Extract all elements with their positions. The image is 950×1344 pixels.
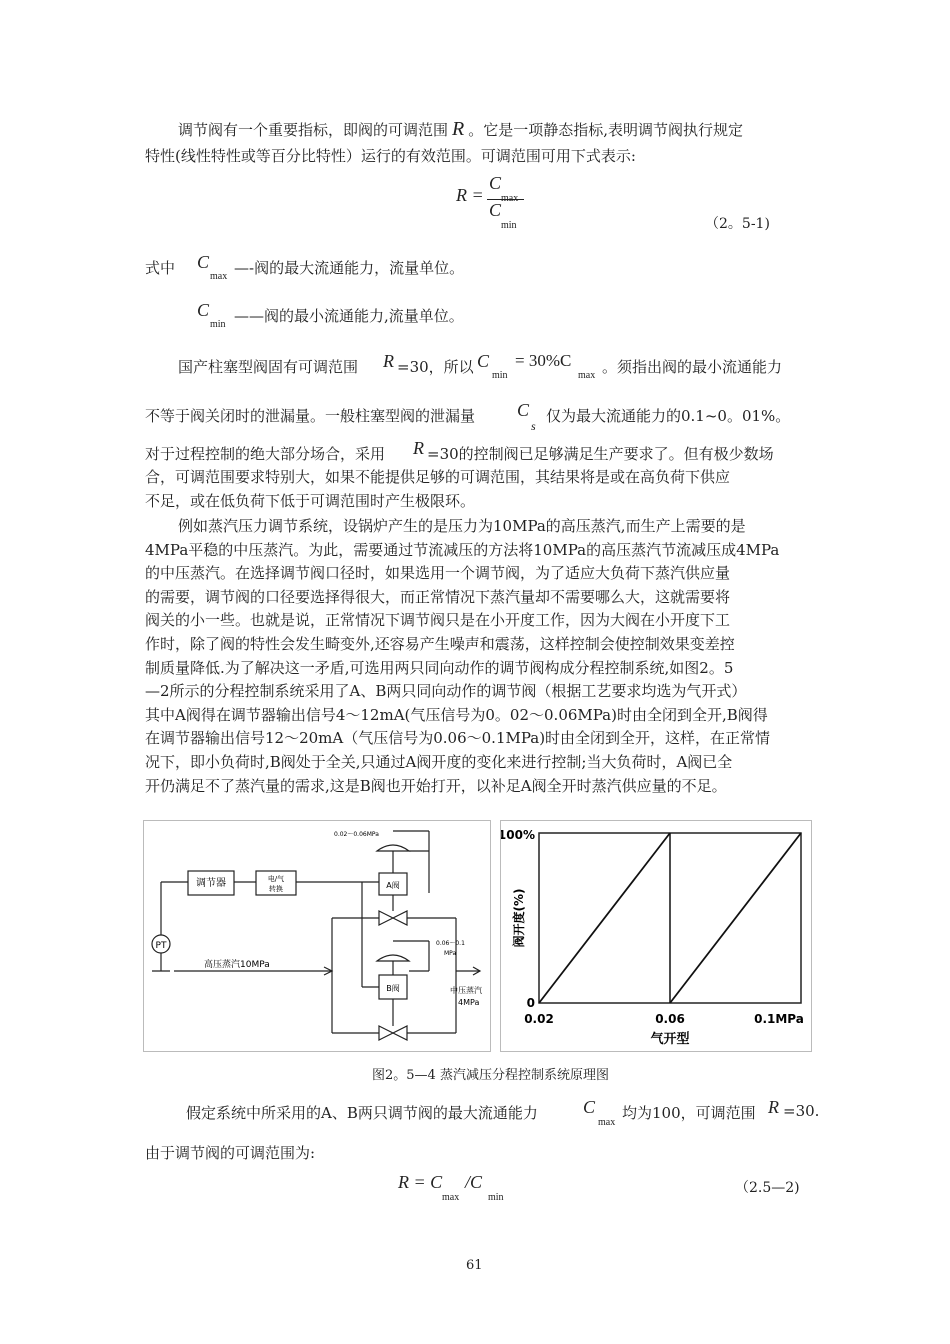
para5-b: 均为100，可调范围 bbox=[622, 1104, 756, 1122]
x-tick-0-02: 0.02 bbox=[524, 1012, 554, 1026]
y-tick-0: 0 bbox=[526, 996, 535, 1010]
para4-line: 4MPa平稳的中压蒸汽。为此，需要通过节流减压的方法将10MPa的高压蒸汽节流减压成4MPa bbox=[145, 540, 780, 559]
signal-b-label-1: 0.06～0.1 bbox=[436, 940, 465, 947]
para3-a: 对于过程控制的绝大部分场合，采用 bbox=[145, 445, 386, 463]
converter-label-1: 电/气 bbox=[267, 875, 285, 883]
valve-opening-chart bbox=[500, 820, 812, 1052]
page-number: 61 bbox=[466, 1258, 483, 1273]
x-tick-0-1: 0.1MPa bbox=[754, 1012, 804, 1026]
mp-steam-label-2: 4MPa bbox=[458, 998, 480, 1007]
hp-steam-label: 高压蒸汽10MPa bbox=[204, 960, 270, 970]
para4-line: 在调节器输出信号12～20mA（气压信号为0.06～0.1MPa)时由全闭到全开，这样，在正常情 bbox=[145, 729, 771, 748]
para4-line: 制质量降低.为了解决这一矛盾,可选用两只同向动作的调节阀构成分程控制系统,如图2。5 bbox=[145, 658, 734, 677]
symbol-R: R bbox=[452, 118, 465, 140]
para2-R: R bbox=[383, 351, 394, 371]
para1-text-a: 调节阀有一个重要指标，即阀的可调范围 bbox=[178, 121, 449, 139]
process-diagram-svg bbox=[144, 821, 490, 1051]
para2-c: 。须指出阀的最小流通能力 bbox=[602, 358, 783, 376]
mp-steam-label-1: 中压蒸汽 bbox=[450, 986, 482, 995]
para4-line: 作时，除了阀的特性会发生畸变外,还容易产生噪声和震荡，这样控制会使控制效果变差控 bbox=[145, 634, 735, 653]
para3-line: 合，可调范围要求特别大，如果不能提供足够的可调范围，其结果将是或在高负荷下供应 bbox=[145, 468, 731, 486]
pt-label: PT bbox=[155, 941, 167, 951]
para2-b: =30，所以 bbox=[397, 358, 474, 376]
para3-R: R bbox=[413, 438, 424, 458]
valve-a-label: A阀 bbox=[386, 881, 400, 890]
series-line-b bbox=[670, 833, 801, 1003]
para4-line: —2所示的分程控制系统采用了A、B两只同向动作的调节阀（根据工艺要求均选为气开式） bbox=[145, 682, 747, 701]
para3-rest bbox=[145, 466, 810, 513]
eq1-numerator: C bbox=[489, 173, 502, 193]
eq1-denominator: C bbox=[489, 200, 502, 220]
para4 bbox=[145, 515, 810, 798]
defs-C1: C bbox=[197, 252, 210, 272]
defs-sub1: max bbox=[210, 271, 228, 282]
defs-prefix: 式中 bbox=[145, 259, 176, 277]
para5-R: R bbox=[768, 1097, 779, 1117]
para4-line: 例如蒸汽压力调节系统，设锅炉产生的是压力为10MPa的高压蒸汽,而生产上需要的是 bbox=[178, 517, 746, 535]
para2-eq: = 30%C bbox=[515, 351, 572, 370]
eq2-sub2: min bbox=[488, 1192, 504, 1203]
eq2-lhs: R = C bbox=[398, 1172, 443, 1192]
para2-sub1: min bbox=[492, 370, 508, 381]
defs-text1: —-阀的最大流通能力，流量单位。 bbox=[234, 259, 465, 277]
para2-e: 仅为最大流通能力的0.1~0。01%。 bbox=[546, 407, 791, 425]
defs-C2: C bbox=[197, 300, 210, 320]
converter-label-2: 转换 bbox=[269, 885, 283, 893]
defs-sub2: min bbox=[210, 319, 226, 330]
x-axis-label: 气开型 bbox=[650, 1032, 690, 1047]
signal-a-label: 0.02～0.06MPa bbox=[334, 831, 379, 838]
para5-line2: 由于调节阀的可调范围为: bbox=[145, 1144, 316, 1162]
process-diagram bbox=[143, 820, 491, 1052]
para2-C1: C bbox=[477, 351, 490, 371]
para4-line: 的需要，调节阀的口径要选择得很大，而正常情况下蒸汽量却不需要哪么大，这就需要将 bbox=[145, 587, 731, 606]
para2-Cs: C bbox=[517, 400, 530, 420]
eq1-numerator-sub: max bbox=[501, 193, 519, 204]
para2-d: 不等于阀关闭时的泄漏量。一般柱塞型阀的泄漏量 bbox=[145, 407, 476, 425]
para4-line: 阀关的小一些。也就是说，正常情况下调节阀只是在小开度工作，因为大阀在小开度下工 bbox=[145, 611, 731, 630]
figure-caption: 图2。5—4 蒸汽减压分程控制系统原理图 bbox=[372, 1068, 609, 1083]
eq1-lhs: R = bbox=[456, 185, 484, 205]
para4-line: 的中压蒸汽。在选择调节阀口径时，如果选用一个调节阀，为了适应大负荷下蒸汽供应量 bbox=[145, 564, 731, 583]
series-line-a bbox=[539, 833, 670, 1003]
para4-line: 其中A阀得在调节器输出信号4～12mA(气压信号为0。02～0.06MPa)时由全闭到全开,B阀得 bbox=[145, 705, 768, 724]
eq2-slash: /C bbox=[465, 1172, 483, 1192]
para1-line2: 特性(线性特性或等百分比特性）运行的有效范围。可调范围可用下式表示: bbox=[145, 147, 636, 165]
controller-label: 调节器 bbox=[196, 878, 226, 889]
para5-a: 假定系统中所采用的A、B两只调节阀的最大流通能力 bbox=[186, 1104, 538, 1122]
x-tick-0-06: 0.06 bbox=[655, 1012, 685, 1026]
signal-b-label-2: MPa bbox=[444, 950, 457, 957]
para2-Cs-sub: s bbox=[531, 419, 536, 433]
para2-a: 国产柱塞型阀固有可调范围 bbox=[178, 358, 359, 376]
eq2-sub1: max bbox=[442, 1192, 460, 1203]
para5-sub: max bbox=[598, 1117, 616, 1128]
para1-line1 bbox=[178, 118, 743, 141]
eq1-denominator-sub: min bbox=[501, 220, 517, 231]
valve-b-label: B阀 bbox=[386, 984, 400, 993]
chart-svg bbox=[501, 821, 811, 1051]
para3-b: =30的控制阀已足够满足生产要求了。但有极少数场 bbox=[427, 445, 774, 463]
para3-line: 不足，或在低负荷下低于可调范围时产生极限环。 bbox=[145, 491, 476, 510]
eq1-number: （2。5-1) bbox=[705, 216, 770, 232]
y-tick-100: 100% bbox=[501, 828, 535, 842]
eq2-number: （2.5—2) bbox=[735, 1180, 800, 1196]
para5-C: C bbox=[583, 1097, 596, 1117]
para2-sub2: max bbox=[578, 370, 596, 381]
y-axis-label: 阀开度(%) bbox=[512, 888, 526, 948]
para4-line: 开仍满足不了蒸汽量的需求,这是B阀也开始打开，以补足A阀全开时蒸汽供应量的不足。 bbox=[145, 776, 727, 795]
para5-c: =30. bbox=[783, 1102, 820, 1120]
para4-line: 况下，即小负荷时,B阀处于全关,只通过A阀开度的变化来进行控制;当大负荷时，A阀已全 bbox=[145, 752, 733, 771]
defs-text2: ——阀的最小流通能力,流量单位。 bbox=[234, 307, 464, 325]
para1-text-b: 。它是一项静态指标,表明调节阀执行规定 bbox=[468, 121, 744, 139]
